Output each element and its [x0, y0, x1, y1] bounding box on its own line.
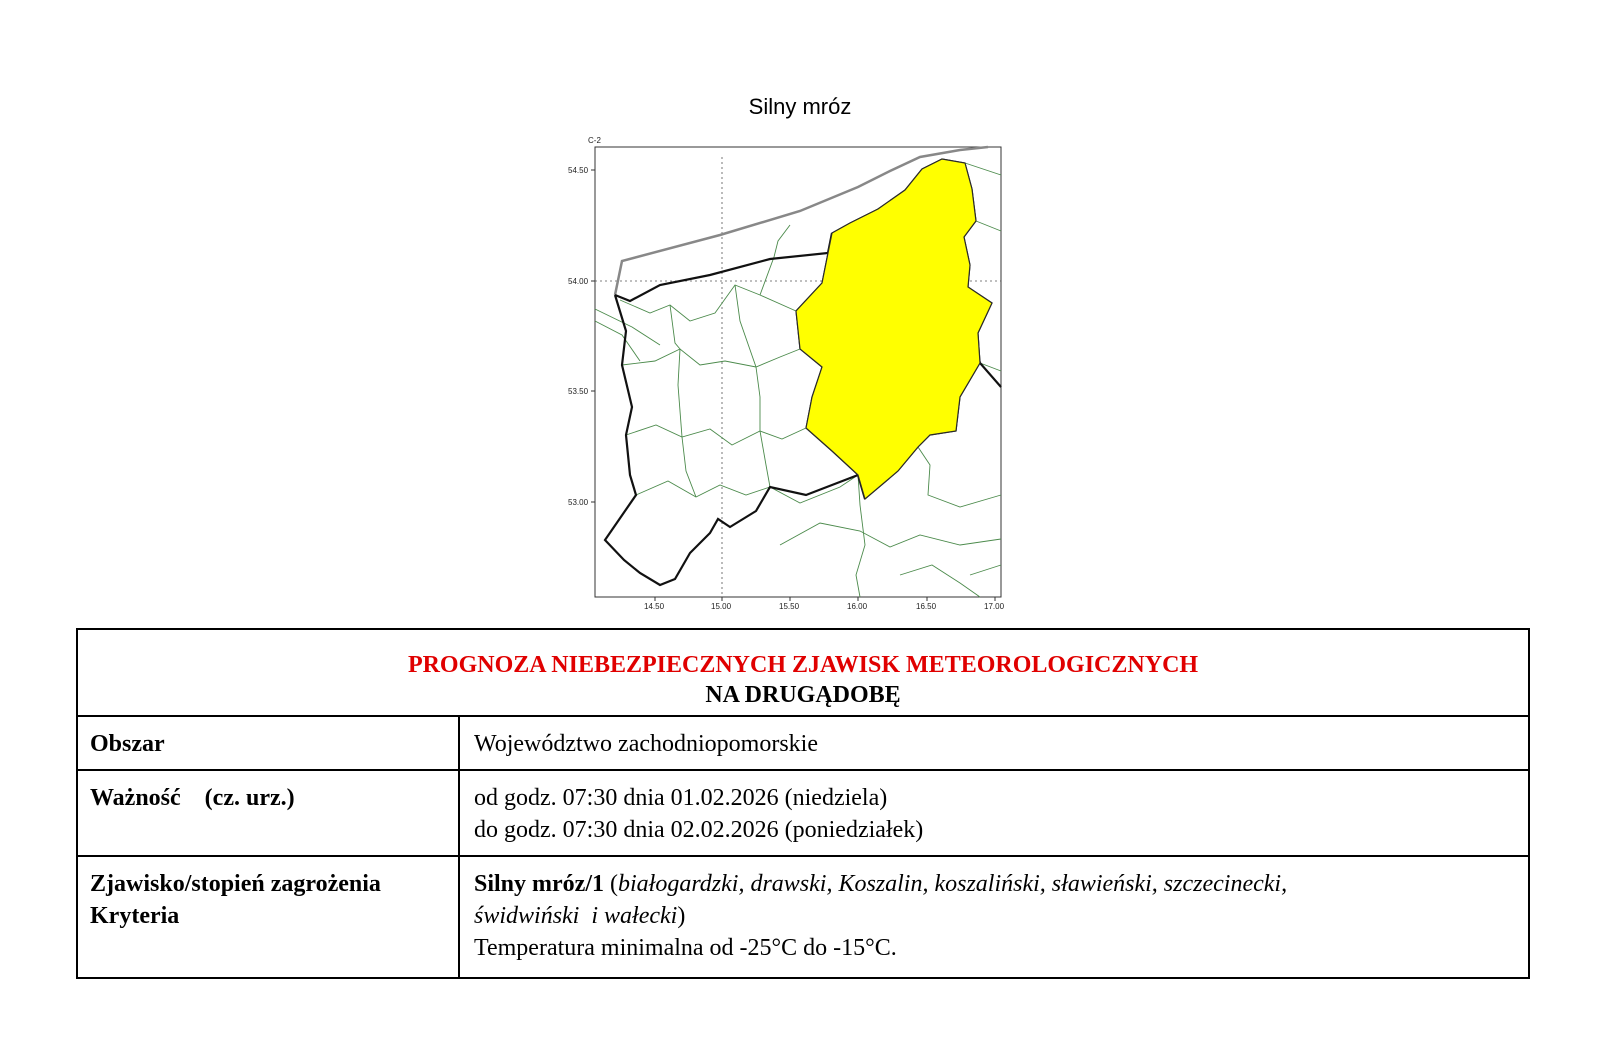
phenomenon-value-cell	[462, 857, 1528, 977]
x-tick-label: 15.50	[779, 602, 800, 611]
phenomenon-name: Silny mróz/1	[474, 871, 604, 897]
validity-label-cell	[78, 771, 460, 855]
x-tick-label: 15.00	[711, 602, 732, 611]
y-axis	[568, 166, 595, 507]
forecast-subtitle: NA DRUGĄDOBĘ	[705, 682, 901, 708]
y-tick-label: 53.00	[568, 498, 589, 507]
row-validity	[78, 771, 1528, 857]
validity-label: Ważność (cz. urz.)	[90, 785, 295, 811]
x-tick-label: 17.00	[984, 602, 1005, 611]
paren-close: )	[677, 903, 686, 929]
warning-map	[560, 135, 1040, 625]
area-label: Obszar	[90, 731, 165, 757]
y-tick-label: 54.00	[568, 277, 589, 286]
validity-value-cell	[462, 771, 1528, 855]
counties-list-2: świdwiński i wałecki	[474, 903, 678, 929]
forecast-header	[78, 630, 1528, 717]
forecast-title: PROGNOZA NIEBEZPIECZNYCH ZJAWISK METEOROLOGICZNYCH	[407, 652, 1199, 678]
paren-open: (	[604, 871, 618, 897]
criteria-value: Temperatura minimalna od -25°C do -15°C.	[474, 935, 897, 961]
area-value: Województwo zachodniopomorskie	[474, 731, 818, 757]
phenomenon-line-2	[474, 903, 685, 930]
x-tick-label: 14.50	[644, 602, 665, 611]
phenomenon-label-cell	[78, 857, 460, 977]
x-tick-label: 16.50	[916, 602, 937, 611]
counties-list-1: białogardzki, drawski, Koszalin, koszaliński, sławieński, szczecinecki,	[618, 871, 1288, 897]
criteria-label: Kryteria	[90, 903, 180, 929]
map-title: Silny mróz	[748, 94, 852, 119]
area-label-cell	[78, 717, 460, 769]
row-area	[78, 717, 1528, 771]
y-tick-label: 54.50	[568, 166, 589, 175]
validity-from: od godz. 07:30 dnia 01.02.2026 (niedziela)	[474, 785, 888, 811]
forecast-table	[76, 628, 1530, 979]
y-tick-label: 53.50	[568, 387, 589, 396]
x-tick-label: 16.00	[847, 602, 868, 611]
area-value-cell	[462, 717, 1528, 769]
phenomenon-label: Zjawisko/stopień zagrożenia	[90, 871, 381, 897]
row-phenomenon	[78, 857, 1528, 977]
corner-label: C-2	[588, 136, 601, 145]
validity-to: do godz. 07:30 dnia 02.02.2026 (poniedziałek)	[474, 817, 924, 843]
phenomenon-line-1	[474, 871, 1287, 898]
x-axis	[644, 597, 1005, 611]
